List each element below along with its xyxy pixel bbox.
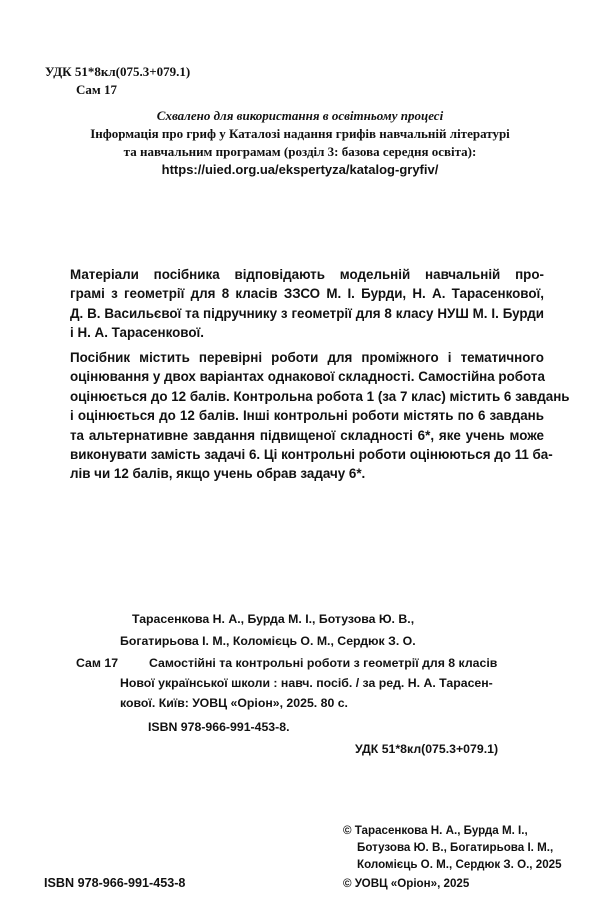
paragraph-line: Д. В. Васильєвої та підручнику з геометрії для 8 класу НУШ М. І. Бурди: [70, 305, 544, 321]
copyright-publisher: © УОВЦ «Оріон», 2025: [343, 877, 470, 890]
description-paragraph-1: [70, 265, 544, 343]
paragraph-line: оцінюється до 12 балів. Контрольна робота 1 (за 7 клас) містить 6 завдань: [70, 388, 570, 404]
udk-code: УДК 51*8кл(075.3+079.1): [45, 64, 191, 79]
paragraph-line: грамі з геометрії для 8 класів ЗЗСО М. І. Бурди, Н. А. Тарасенкової,: [70, 286, 544, 302]
copyright-line: Ботузова Ю. В., Богатирьова І. М.,: [357, 841, 554, 854]
approval-note: Схвалено для використання в освітньому процесі: [156, 108, 444, 123]
catalog-description-line: Самостійні та контрольні роботи з геометрії для 8 класів: [149, 656, 498, 670]
paragraph-line: Матеріали посібника відповідають модельній навчальній про-: [70, 267, 544, 282]
paragraph-line: оцінювання у двох варіантах однакової складності. Самостійна робота: [70, 369, 545, 385]
catalog-cam-code: Сам 17: [76, 656, 119, 670]
paragraph-line: Посібник містить перевірні роботи для проміжного і тематичного: [70, 350, 544, 365]
copyright-line: Коломієць О. М., Сердюк З. О., 2025: [357, 858, 562, 871]
catalog-description-line: Нової української школи : навч. посіб. / за ред. Н. А. Тарасен-: [120, 676, 493, 690]
catalog-udk: УДК 51*8кл(075.3+079.1): [355, 742, 499, 756]
paragraph-line: лів чи 12 балів, якщо учень обрав задачу 6*.: [70, 466, 366, 482]
approval-info-line: Інформація про гриф у Каталозі надання грифів навчальній літературі: [90, 126, 510, 141]
catalog-url-link[interactable]: https://uied.org.ua/ekspertyza/katalog-gryfiv/: [161, 162, 439, 177]
paragraph-line: і оцінюється до 12 балів. Інші контрольні роботи містять по 6 завдань: [70, 408, 544, 424]
cam-code: Сам 17: [76, 82, 117, 97]
approval-info-line: та навчальним програмам (розділ 3: базова середня освіта):: [123, 144, 477, 159]
paragraph-line: та альтернативне завдання підвищеної складності 6*, яке учень може: [70, 427, 544, 443]
footer-isbn: ISBN 978-966-991-453-8: [44, 876, 186, 890]
copyright-line: © Тарасенкова Н. А., Бурда М. І.,: [343, 824, 528, 837]
paragraph-line: і Н. А. Тарасенкової.: [70, 325, 204, 341]
catalog-isbn: ISBN 978-966-991-453-8.: [148, 720, 290, 734]
description-paragraph-2: [70, 348, 570, 484]
catalog-authors-line: Богатирьова І. М., Коломієць О. М., Сердюк З. О.: [120, 634, 416, 648]
catalog-description-line: кової. Київ: УОВЦ «Оріон», 2025. 80 с.: [120, 696, 348, 710]
catalog-authors-line: Тарасенкова Н. А., Бурда М. І., Ботузова Ю. В.,: [132, 612, 415, 626]
paragraph-line: виконувати замість задачі 6. Ці контрольні роботи оцінюються до 11 ба-: [70, 447, 553, 463]
